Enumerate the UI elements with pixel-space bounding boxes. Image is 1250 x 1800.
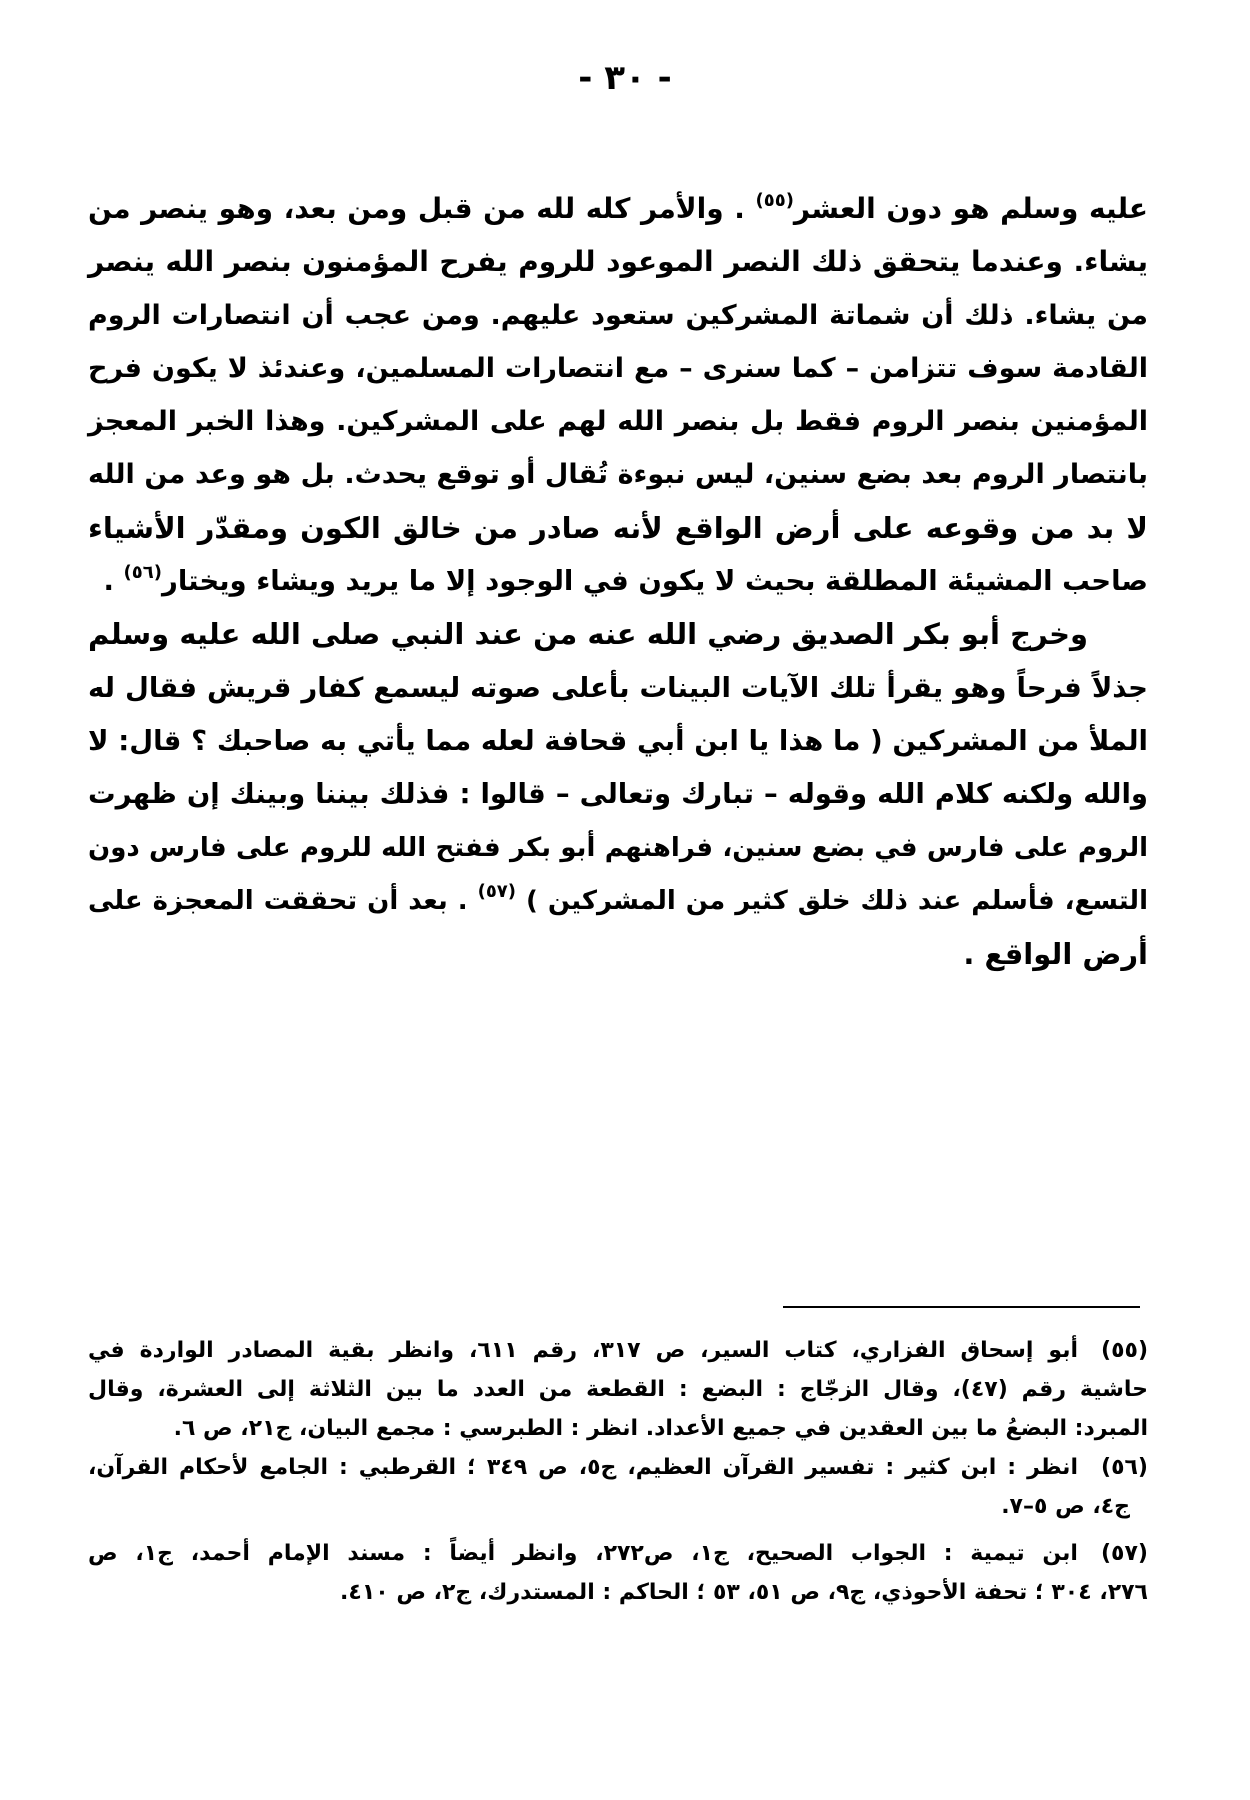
footnote-number: (٥٧) (1100, 1541, 1148, 1566)
text-line: أرض الواقع . (963, 937, 1148, 972)
text-line: عليه وسلم هو دون العشر$^{(٥٥)}$ . والأمر كله لله من قبل ومن بعد، وهو ينصر من (88, 190, 1148, 225)
footnote-line: (٥٥)أبو إسحاق الفزاري، كتاب السير، ص ٣١٧، رقم ٦١١، وانظر بقية المصادر الواردة في (88, 1331, 1148, 1370)
main-text (88, 182, 1148, 981)
text-line: بانتصار الروم بعد بضع سنين، ليس نبوءة تُقال أو توقع يحدث. بل هو وعد من الله (88, 459, 1148, 491)
footnotes (88, 1331, 1148, 1612)
footnote-line: (٥٧)ابن تيمية : الجواب الصحيح، ج١، ص٢٧٢، وانظر أيضاً : مسند الإمام أحمد، ج١، ص (88, 1534, 1148, 1573)
footnote-separator (783, 1306, 1140, 1308)
text-line: يشاء. وعندما يتحقق ذلك النصر الموعود للروم يفرح المؤمنون بنصر الله ينصر (88, 245, 1148, 279)
footnote-line: ٢٧٦، ٣٠٤ ؛ تحفة الأحوذي، ج٩، ص ٥١، ٥٣ ؛ الحاكم : المستدرك، ج٢، ص ٤١٠. (340, 1580, 1148, 1605)
text-line: والله ولكنه كلام الله وقوله – تبارك وتعالى – قالوا : فذلك بيننا وبينك إن ظهرت (88, 778, 1148, 811)
footnote-number: (٥٦) (1101, 1455, 1148, 1480)
footnote-ref-57[interactable]: (٥٧) (477, 880, 517, 902)
footnote-ref-56[interactable]: (٥٦) (123, 562, 162, 584)
footnote-line: ج٤، ص ٥–٧. (1001, 1494, 1130, 1519)
footnote-55 (88, 1331, 1148, 1448)
footnote-line: (٥٦)انظر : ابن كثير : تفسير القرآن العظيم، ج٥، ص ٣٤٩ ؛ القرطبي : الجامع لأحكام القرآن، (88, 1448, 1148, 1487)
text-line: من يشاء. ذلك أن شماتة المشركين ستعود عليهم. ومن عجب أن انتصارات الروم (88, 299, 1148, 331)
footnote-line: المبرد: البضعُ ما بين العقدين في جميع الأعداد. انظر : الطبرسي : مجمع البيان، ج٢١، ص ٦. (173, 1416, 1148, 1441)
footnote-57 (88, 1534, 1148, 1612)
text-line: صاحب المشيئة المطلقة بحيث لا يكون في الوجود إلا ما يريد ويشاء ويختار$^{(٥٦)}$ . (103, 562, 1148, 598)
footnote-number: (٥٥) (1101, 1338, 1148, 1363)
text-line: المؤمنين بنصر الروم فقط بل بنصر الله لهم على المشركين. وهذا الخبر المعجز (88, 406, 1148, 438)
text-line: الروم على فارس في بضع سنين، فراهنهم أبو بكر ففتح الله للروم على فارس دون (88, 832, 1148, 863)
text-line: لا بد من وقوعه على أرض الواقع لأنه صادر من خالق الكون ومقدّر الأشياء (88, 510, 1148, 545)
footnote-line: حاشية رقم (٤٧)، وقال الزجّاج : البضع : القطعة من العدد ما بين الثلاثة إلى العشرة، وقال (88, 1377, 1148, 1402)
text-line: التسع، فأسلم عند ذلك خلق كثير من المشركين ) $^{(٥٧)}$ . بعد أن تحققت المعجزة على (88, 880, 1148, 916)
text-line: القادمة سوف تتزامن – كما سنرى – مع انتصارات المسلمين، وعندئذ لا يكون فرح (88, 352, 1148, 384)
page-number: - ٣٠ - (578, 58, 672, 98)
footnote-ref-55[interactable]: (٥٥) (755, 190, 794, 211)
text-line: جذلاً فرحاً وهو يقرأ تلك الآيات البينات بأعلى صوته ليسمع كفار قريش فقال له (88, 671, 1148, 704)
footnote-56 (88, 1448, 1148, 1526)
text-line: وخرج أبو بكر الصديق رضي الله عنه من عند النبي صلى الله عليه وسلم (88, 617, 1088, 652)
text-line: الملأ من المشركين ( ما هذا يا ابن أبي قحافة لعله مما يأتي به صاحبك ؟ قال: لا (88, 724, 1148, 757)
